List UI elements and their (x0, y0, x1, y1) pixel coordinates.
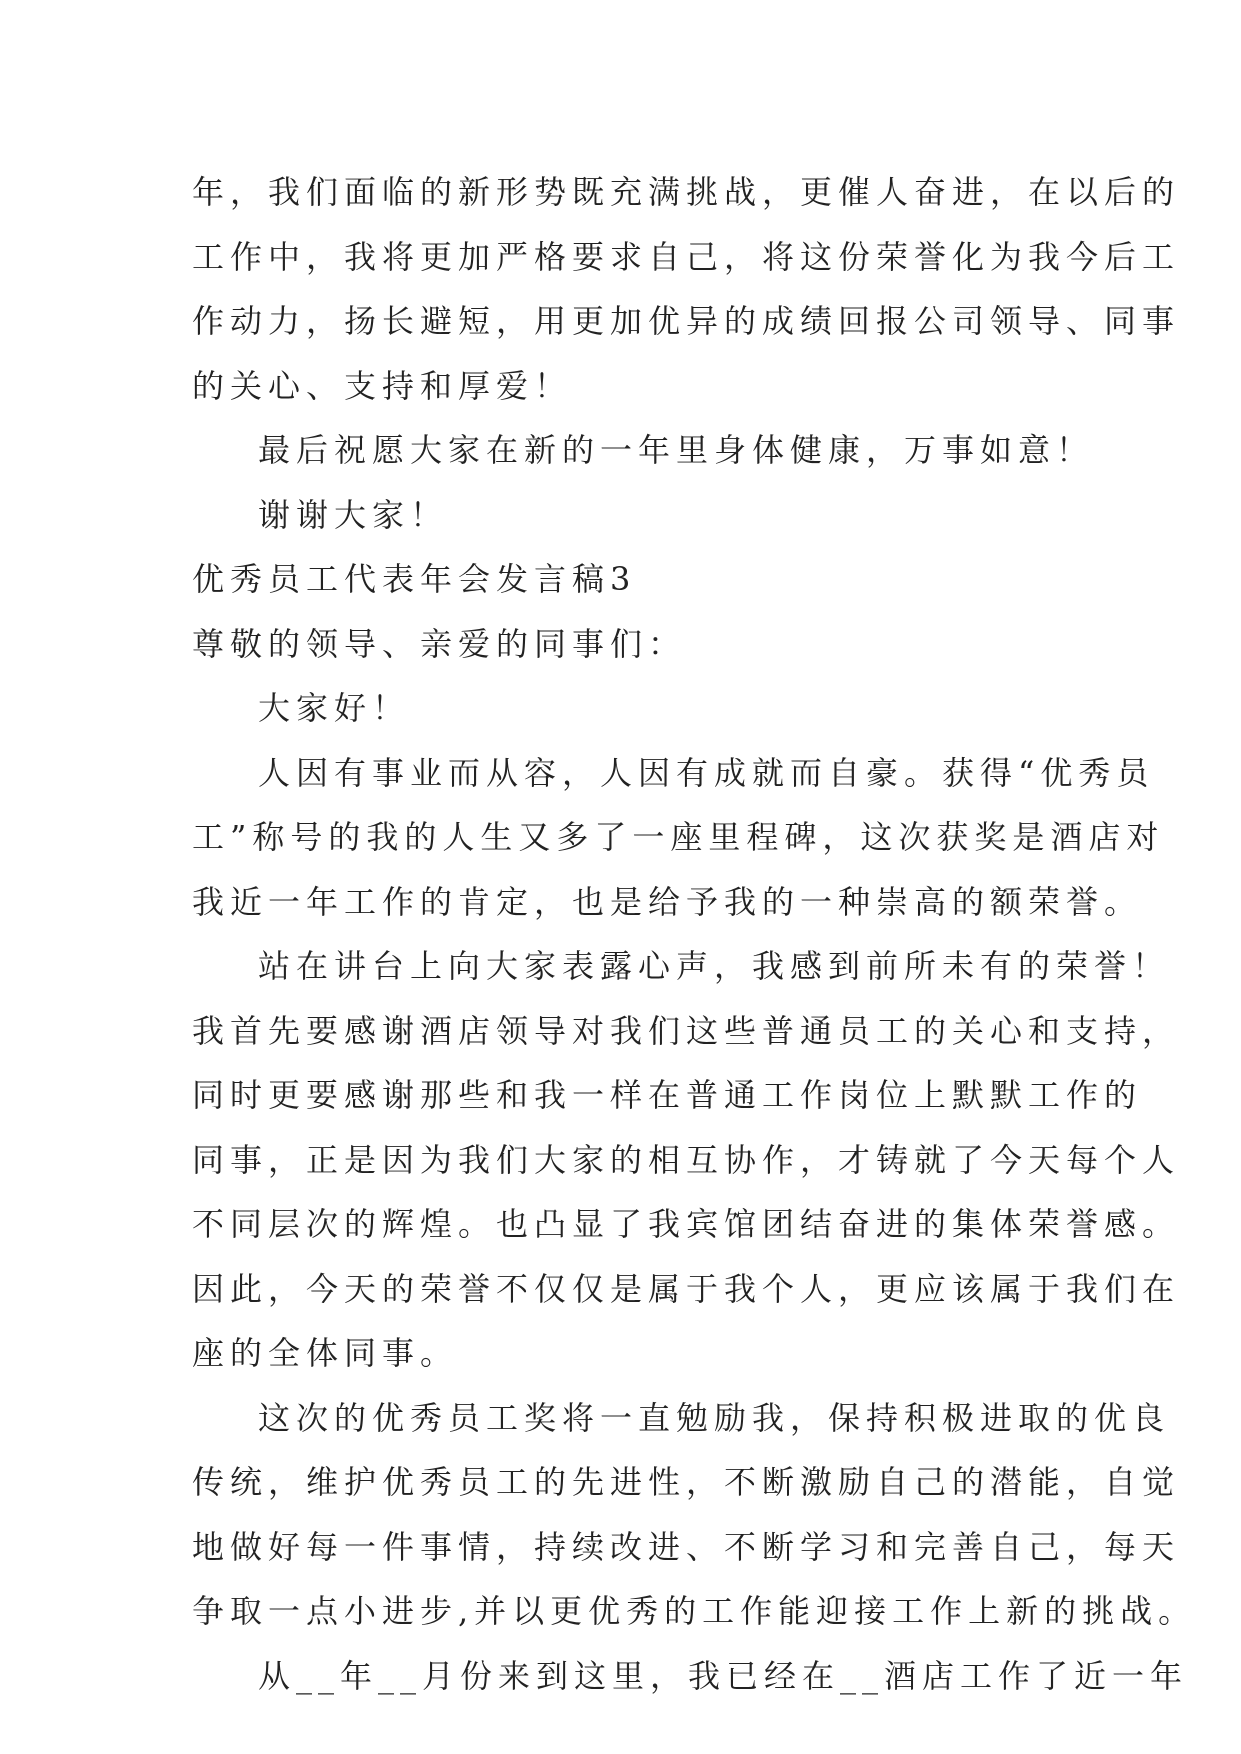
section-title: 优秀员工代表年会发言稿3 (192, 560, 637, 598)
text-line: 从__年__月份来到这里，我已经在__酒店工作了近一年 (258, 1656, 1189, 1695)
text-line: 最后祝愿大家在新的一年里身体健康，万事如意！ (258, 431, 1095, 469)
text-line: 人因有事业而从容，人因有成就而自豪。获得“优秀员 (258, 753, 1155, 792)
text-line: 不同层次的辉煌。也凸显了我宾馆团结奋进的集体荣誉感。 (192, 1205, 1181, 1243)
text-line: 这次的优秀员工奖将一直勉励我，保持积极进取的优良 (258, 1398, 1171, 1437)
salutation: 尊敬的领导、亲爱的同事们： (192, 624, 687, 663)
text-line: 作动力，扬长避短，用更加优异的成绩回报公司领导、同事 (192, 302, 1181, 340)
text-line: 年，我们面临的新形势既充满挑战，更催人奋进，在以后的 (192, 173, 1181, 211)
text-line: 我首先要感谢酒店领导对我们这些普通员工的关心和支持， (192, 1011, 1181, 1050)
text-line: 谢谢大家！ (258, 495, 449, 534)
text-line: 因此，今天的荣誉不仅仅是属于我个人，更应该属于我们在 (192, 1269, 1181, 1308)
text-line: 传统，维护优秀员工的先进性，不断激励自己的潜能，自觉 (192, 1463, 1181, 1501)
text-line: 工作中，我将更加严格要求自己，将这份荣誉化为我今后工 (192, 237, 1181, 276)
text-line: 站在讲台上向大家表露心声，我感到前所未有的荣誉！ (258, 947, 1171, 985)
greeting: 大家好！ (258, 689, 411, 727)
text-line: 我近一年工作的肯定，也是给予我的一种崇高的额荣誉。 (192, 882, 1143, 921)
document-body (192, 160, 1197, 1708)
text-line: 争取一点小进步,并以更优秀的工作能迎接工作上新的挑战。 (192, 1592, 1197, 1630)
text-line: 座的全体同事。 (192, 1334, 459, 1372)
text-line: 的关心、支持和厚爱！ (192, 366, 573, 405)
text-line: 同事，正是因为我们大家的相互协作，才铸就了今天每个人 (192, 1140, 1181, 1179)
text-line: 工”称号的我的人生又多了一座里程碑，这次获奖是酒店对 (192, 818, 1165, 856)
text-line: 同时更要感谢那些和我一样在普通工作岗位上默默工作的 (192, 1076, 1143, 1114)
text-line: 地做好每一件事情，持续改进、不断学习和完善自己，每天 (192, 1527, 1181, 1566)
